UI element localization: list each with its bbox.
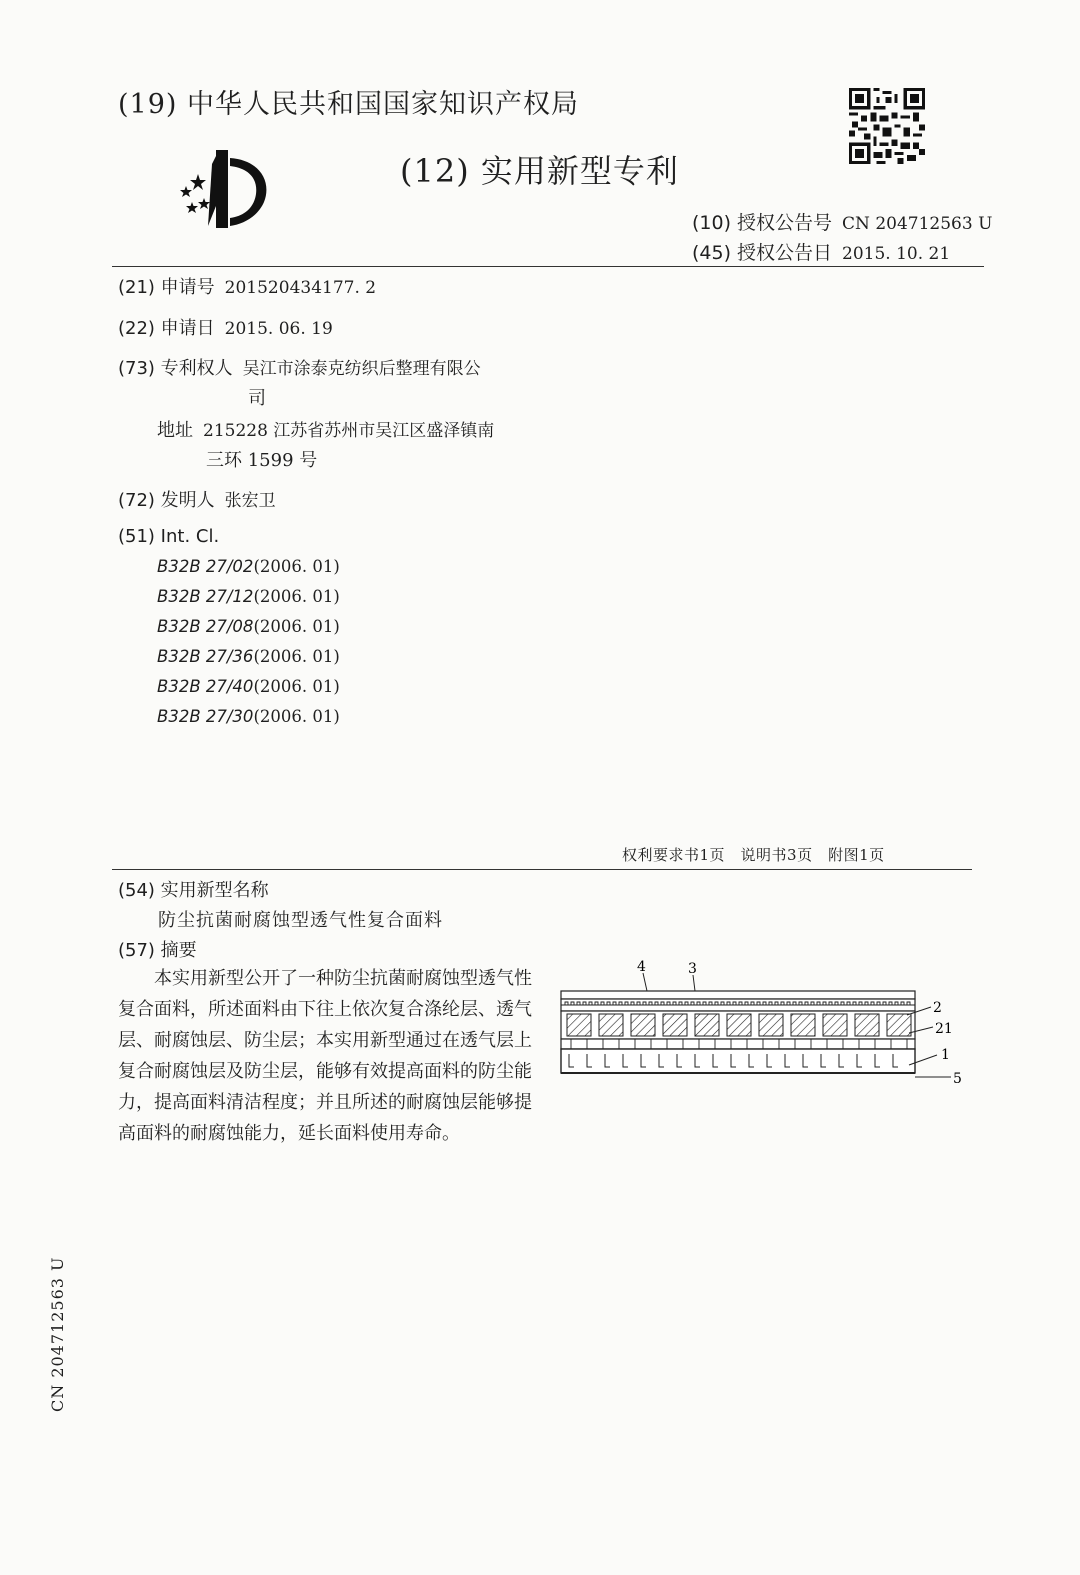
ipc-entry: B32B 27/40(2006. 01) — [157, 677, 340, 696]
utility-model-title: 防尘抗菌耐腐蚀型透气性复合面料 — [158, 910, 443, 931]
section-divider — [112, 869, 972, 870]
abstract-text: 本实用新型公开了一种防尘抗菌耐腐蚀型透气性复合面料，所述面料由下往上依次复合涤纶层、透气层、耐腐蚀层、防尘层；本实用新型通过在透气层上复合耐腐蚀层及防尘层，能够有效提高面料的防尘能力，提高面料清洁程度；并且所述的耐腐蚀层能够提高面料的耐腐蚀能力，延长面料使用寿命。 — [118, 968, 532, 1144]
patentee-name-cont: 司 — [248, 388, 266, 409]
publication-date-label: (45) 授权公告日 — [692, 242, 833, 264]
publication-number-label: (10) 授权公告号 — [692, 212, 833, 234]
publication-number-row — [692, 208, 992, 235]
ipc-entry: B32B 27/08(2006. 01) — [157, 617, 340, 636]
address-label: 地址 — [157, 420, 193, 441]
qr-code-icon — [849, 88, 925, 164]
inventor-name: 张宏卫 — [224, 491, 276, 511]
address-row — [157, 416, 494, 442]
inventor-label: (72) 发明人 — [118, 490, 215, 511]
address-line2: 三环 1599 号 — [206, 450, 318, 471]
document-type: (12) 实用新型专利 — [400, 152, 679, 190]
application-number-row — [118, 273, 376, 299]
figure-label-5: 5 — [953, 1071, 962, 1087]
figure-label-21: 21 — [935, 1021, 953, 1037]
side-publication-number: CN 204712563 U — [48, 1256, 67, 1412]
figure-label-1: 1 — [941, 1047, 950, 1063]
abstract-text-block — [118, 963, 532, 1149]
intcl-label: (51) Int. Cl. — [118, 526, 220, 547]
ipc-entry: B32B 27/30(2006. 01) — [157, 707, 340, 726]
publication-number: CN 204712563 U — [842, 214, 993, 234]
figure-label-4: 4 — [637, 959, 646, 975]
figure-label-3: 3 — [688, 961, 697, 977]
application-number: 201520434177. 2 — [224, 278, 377, 298]
figure-label-2: 2 — [933, 1000, 942, 1016]
header-divider — [112, 266, 984, 267]
filing-date-label: (22) 申请日 — [118, 318, 215, 339]
patentee-label: (73) 专利权人 — [118, 358, 233, 379]
publication-date-row — [692, 238, 950, 265]
address-line1: 215228 江苏省苏州市吴江区盛泽镇南 — [203, 421, 495, 441]
patentee-row — [118, 354, 481, 380]
page-counts: 权利要求书1页 说明书3页 附图1页 — [622, 846, 885, 864]
filing-date: 2015. 06. 19 — [224, 319, 333, 339]
patentee-name: 吴江市涂泰克纺织后整理有限公 — [242, 359, 481, 379]
filing-date-row — [118, 314, 333, 340]
cnipa-emblem-icon — [168, 146, 278, 230]
title-heading: (54) 实用新型名称 — [118, 880, 269, 901]
ipc-entry: B32B 27/02(2006. 01) — [157, 557, 340, 576]
layer-structure-figure — [555, 955, 975, 1095]
inventor-row — [118, 486, 276, 512]
application-number-label: (21) 申请号 — [118, 277, 215, 298]
ipc-entry: B32B 27/12(2006. 01) — [157, 587, 340, 606]
ipc-entry: B32B 27/36(2006. 01) — [157, 647, 340, 666]
abstract-heading: (57) 摘要 — [118, 940, 197, 961]
publication-date: 2015. 10. 21 — [842, 244, 951, 264]
issuing-office: (19) 中华人民共和国国家知识产权局 — [118, 89, 580, 120]
